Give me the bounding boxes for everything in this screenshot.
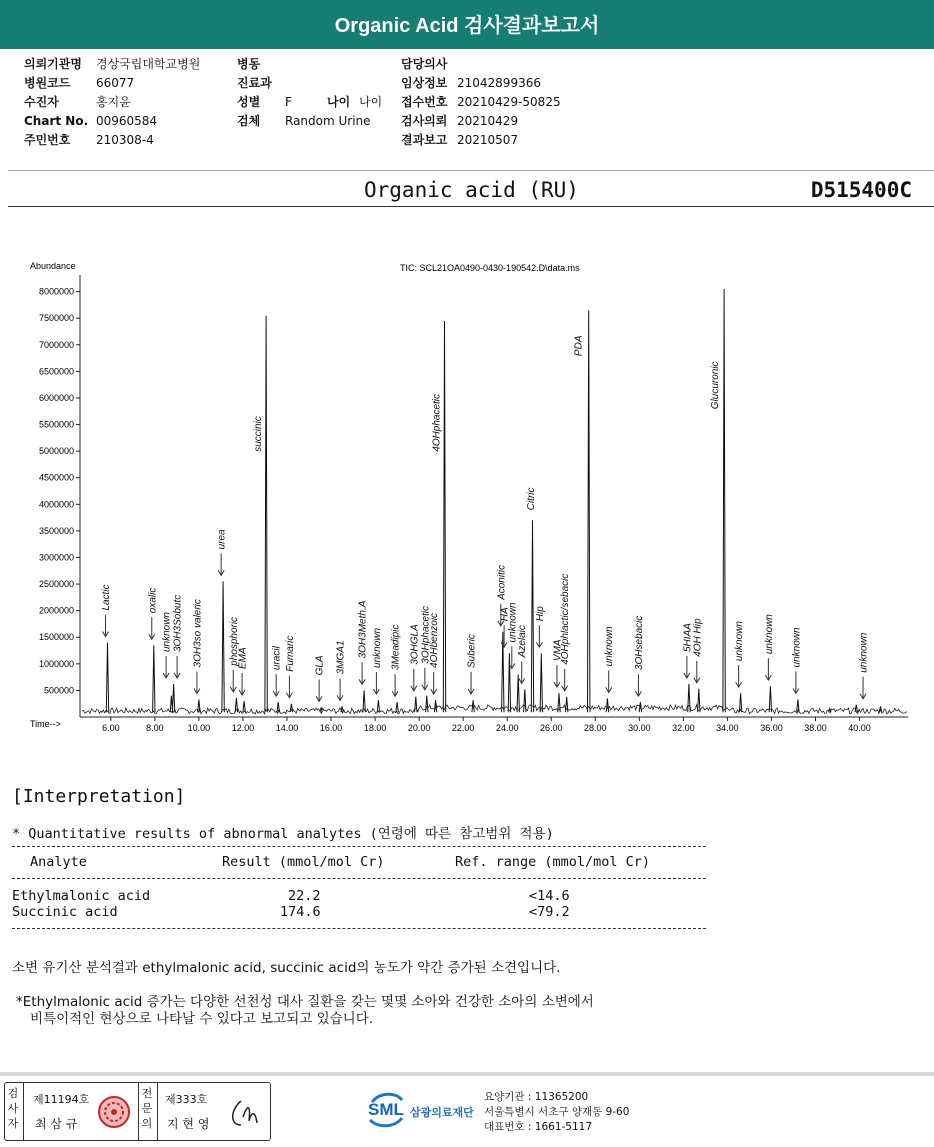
x-tick-label: 32.00 — [672, 723, 695, 733]
peak-annotation: 3OHGLA — [409, 624, 421, 665]
chromatogram-peak — [688, 684, 690, 712]
peak-annotation: 3OH3Sobutc — [172, 594, 184, 653]
peak-annotation: uracil — [271, 646, 283, 671]
y-tick-label: 500000 — [43, 685, 74, 696]
info-value: 나이 — [359, 95, 383, 109]
sml-abbr: SML — [368, 1100, 404, 1119]
y-tick-label: 5500000 — [38, 419, 74, 430]
table-divider — [12, 846, 706, 847]
chromatogram-peak — [698, 689, 700, 712]
peak-annotation: unknown — [371, 627, 383, 668]
row-result: 22.2 — [288, 888, 321, 904]
quant-title: * Quantitative results of abnormal analytes (연령에 따른 참고범위 적용) — [12, 826, 554, 842]
info-label: Chart No. — [24, 114, 89, 128]
info-col-3 — [401, 55, 561, 150]
seal-stamp — [97, 1095, 131, 1129]
info-value: F — [285, 95, 292, 109]
peak-annotation: Hip — [534, 606, 546, 622]
sig-divider — [23, 1083, 24, 1140]
y-tick-label: 4000000 — [38, 499, 74, 510]
peak-annotation: 3OHsebacic — [633, 615, 645, 671]
peak-annotation: 4OHphlactic/sebacic — [560, 573, 572, 665]
y-tick-label: 3500000 — [38, 525, 74, 536]
row-analyte: Succinic acid — [12, 904, 118, 920]
y-tick-label: 2000000 — [38, 605, 74, 616]
sig-divider — [157, 1083, 158, 1140]
info-value: 00960584 — [96, 114, 158, 128]
info-value: 20210429 — [457, 114, 519, 128]
info-value: 21042899366 — [457, 76, 541, 90]
address: 서울특별시 서초구 양재동 9-60 — [484, 1106, 630, 1118]
info-col-2 — [237, 55, 382, 131]
col-result: Result (mmol/mol Cr) — [222, 854, 385, 870]
chromatogram-peak — [243, 701, 245, 712]
y-tick-label: 4500000 — [38, 472, 74, 483]
chromatogram-peak — [265, 316, 267, 713]
chromatogram-chart — [0, 255, 934, 735]
report-code: D515400C — [810, 178, 912, 202]
y-tick-label: 2500000 — [38, 579, 74, 590]
row-ref: <79.2 — [529, 904, 570, 920]
x-tick-label: 8.00 — [146, 723, 164, 733]
peak-annotation: Azelaic — [517, 625, 529, 658]
x-tick-label: 10.00 — [187, 723, 211, 733]
peak-annotation: Aconitic — [496, 564, 508, 600]
info-value: 경상국립대학교병원 — [96, 57, 201, 71]
x-tick-label: 20.00 — [407, 723, 431, 733]
chromatogram-peak — [723, 289, 725, 712]
peak-annotation: unknown — [604, 626, 616, 667]
subtitle-divider — [8, 206, 934, 207]
phone: 대표번호 : 1661-5117 — [484, 1121, 593, 1133]
info-value: 20210429-50825 — [457, 95, 561, 109]
info-label: 검체 — [237, 114, 261, 128]
chromatogram-peak — [524, 689, 526, 712]
info-label: 성별 — [237, 95, 261, 109]
signature-box — [4, 1082, 271, 1141]
peak-annotation: GLA — [314, 655, 326, 676]
x-tick-label: 40.00 — [848, 723, 871, 733]
signer2-label: 전문의 — [141, 1087, 153, 1130]
row-ref: <14.6 — [529, 888, 570, 904]
info-label: 접수번호 — [401, 95, 448, 109]
signer1-label: 검사자 — [7, 1087, 19, 1130]
peak-annotation: oxalic — [147, 587, 159, 614]
peak-annotation: 3Meadipic — [390, 624, 402, 671]
info-value: 20210507 — [457, 133, 519, 147]
peak-annotation: Fumaric — [284, 635, 296, 672]
table-divider — [12, 878, 706, 879]
summary-text: 소변 유기산 분석결과 ethylmalonic acid, succinic acid의 농도가 약간 증가된 소견입니다. — [12, 960, 561, 976]
chromatogram-peak — [377, 700, 379, 712]
info-label: 나이 — [327, 95, 351, 109]
peak-annotation: EMA — [237, 647, 249, 670]
footer-divider — [0, 1072, 934, 1076]
y-tick-label: 7500000 — [38, 313, 74, 324]
peak-annotation: Citric — [526, 487, 538, 511]
peak-annotation: PDA — [573, 335, 585, 357]
note-line-1: *Ethylmalonic acid 증가는 다양한 선천성 대사 질환을 갖는 몇몇 소아와 건강한 소아의 소변에서 — [16, 994, 594, 1010]
info-label: 결과보고 — [401, 133, 448, 147]
chromatogram-peak — [508, 653, 510, 712]
interpretation-heading: [Interpretation] — [12, 786, 186, 807]
info-label: 병원코드 — [24, 76, 71, 90]
sml-contact — [484, 1090, 629, 1135]
y-tick-label: 5000000 — [38, 446, 74, 457]
report-title-bar — [0, 0, 934, 47]
chart-xlabel: Time--> — [30, 719, 61, 729]
chromatogram-peak — [426, 696, 428, 713]
chart-title: TIC: SCL21OA0490-0430-190542.D\data.ms — [400, 263, 580, 273]
x-tick-label: 22.00 — [451, 723, 475, 733]
info-label: 주민번호 — [24, 133, 71, 147]
chromatogram-baseline — [82, 705, 907, 714]
peak-annotation: 5HIAA — [682, 623, 694, 653]
y-tick-label: 6000000 — [38, 392, 74, 403]
info-label: 병동 — [237, 57, 261, 71]
peak-annotation: phosphoric — [228, 616, 240, 666]
info-value: 66077 — [96, 76, 135, 90]
sml-name: 삼광의료재단 — [410, 1106, 474, 1119]
table-divider — [12, 928, 706, 929]
chromatogram-peak — [415, 697, 417, 712]
peak-annotation: unknown — [763, 614, 775, 655]
x-tick-label: 38.00 — [804, 723, 827, 733]
signer2-license: 제333호 — [165, 1093, 208, 1106]
signer1-name: 최 삼 규 — [35, 1117, 78, 1131]
x-tick-label: 12.00 — [231, 723, 255, 733]
chromatogram-peak — [769, 686, 771, 712]
info-label: 검사의뢰 — [401, 114, 448, 128]
chromatogram-peak — [443, 321, 445, 712]
peak-annotation: unknown — [161, 612, 173, 653]
row-analyte: Ethylmalonic acid — [12, 888, 151, 904]
peak-annotation: 3OHphacetic — [420, 605, 432, 664]
chromatogram-peak — [153, 645, 155, 712]
chromatogram-peak — [472, 700, 474, 712]
info-value: 210308-4 — [96, 133, 154, 147]
chromatogram-peak — [540, 653, 542, 712]
peak-annotation: VMA — [552, 639, 564, 662]
sig-divider — [138, 1083, 139, 1140]
chromatogram-peak — [172, 684, 174, 712]
y-tick-label: 6500000 — [38, 366, 74, 377]
chromatogram-peak — [106, 643, 108, 713]
x-tick-label: 26.00 — [539, 723, 563, 733]
x-tick-label: 16.00 — [319, 723, 343, 733]
info-label: 담당의사 — [401, 57, 448, 71]
info-label: 임상정보 — [401, 76, 448, 90]
y-tick-label: 7000000 — [38, 339, 74, 350]
x-tick-label: 18.00 — [363, 723, 387, 733]
x-tick-label: 28.00 — [584, 723, 607, 733]
info-value: 홍지윤 — [96, 95, 131, 109]
report-title: Organic Acid 검사결과보고서 — [334, 15, 600, 37]
chromatogram-peak — [517, 675, 519, 713]
peak-annotation: 3MGA1 — [335, 640, 347, 675]
y-tick-label: 1000000 — [38, 658, 74, 669]
chromatogram-peak — [290, 704, 292, 713]
x-tick-label: 14.00 — [275, 723, 299, 733]
peak-annotation: Suberic — [466, 634, 478, 668]
chromatogram-peak — [434, 700, 436, 712]
y-tick-label: 3000000 — [38, 552, 74, 563]
signer1-license: 제11194호 — [33, 1093, 90, 1106]
info-label: 수진자 — [24, 95, 59, 109]
title-divider — [0, 47, 934, 49]
chromatogram-peak — [606, 698, 608, 712]
chart-ylabel: Abundance — [30, 261, 76, 271]
x-tick-label: 36.00 — [760, 723, 783, 733]
signer2-name: 지 현 영 — [167, 1117, 210, 1131]
peak-annotation: Lactic — [101, 584, 113, 611]
peak-annotation: unknown — [791, 627, 803, 668]
peak-annotation: succinic — [252, 416, 264, 452]
info-value: Random Urine — [285, 114, 371, 128]
chromatogram-peak — [320, 707, 322, 712]
peak-annotation: 4OHphacetic — [431, 393, 443, 452]
x-tick-label: 34.00 — [716, 723, 739, 733]
chromatogram-peak — [222, 581, 224, 712]
col-analyte: Analyte — [30, 854, 87, 870]
handwritten-signature — [227, 1095, 263, 1131]
peak-annotation: urea — [216, 529, 228, 550]
peak-annotation: 4OH Hip — [692, 618, 704, 657]
care-number: 요양기관 : 11365200 — [484, 1091, 589, 1103]
peak-annotation: unknown — [734, 621, 746, 662]
chromatogram-peak — [588, 310, 590, 712]
info-divider — [8, 170, 934, 171]
chromatogram-peak — [531, 520, 533, 712]
peak-annotation: unknown — [507, 602, 519, 643]
x-tick-label: 30.00 — [628, 723, 651, 733]
chromatogram-peak — [396, 702, 398, 712]
peak-annotation: HA — [499, 607, 511, 622]
peak-annotation: 3OH3so valeric — [192, 599, 204, 668]
note-line-2: 비특이적인 현상으로 나타날 수 있다고 보고되고 있습니다. — [30, 1011, 374, 1027]
y-tick-label: 1500000 — [38, 632, 74, 643]
peak-annotation: 4OHbenzoic — [429, 612, 441, 668]
row-result: 174.6 — [280, 904, 321, 920]
x-tick-label: 24.00 — [495, 723, 519, 733]
x-tick-label: 6.00 — [102, 723, 120, 733]
info-label: 의뢰기관명 — [24, 57, 82, 71]
chromatogram-peak — [566, 697, 568, 712]
peak-annotation: 3OH3Meth.A — [357, 600, 369, 659]
info-label: 진료과 — [237, 76, 272, 90]
report-subtitle: Organic acid (RU) — [364, 178, 579, 202]
peak-annotation: Glucuronic — [709, 361, 721, 410]
peak-annotation: unknown — [858, 632, 870, 673]
y-tick-label: 8000000 — [38, 286, 74, 297]
info-col-1 — [24, 55, 200, 150]
col-ref: Ref. range (mmol/mol Cr) — [455, 854, 651, 870]
